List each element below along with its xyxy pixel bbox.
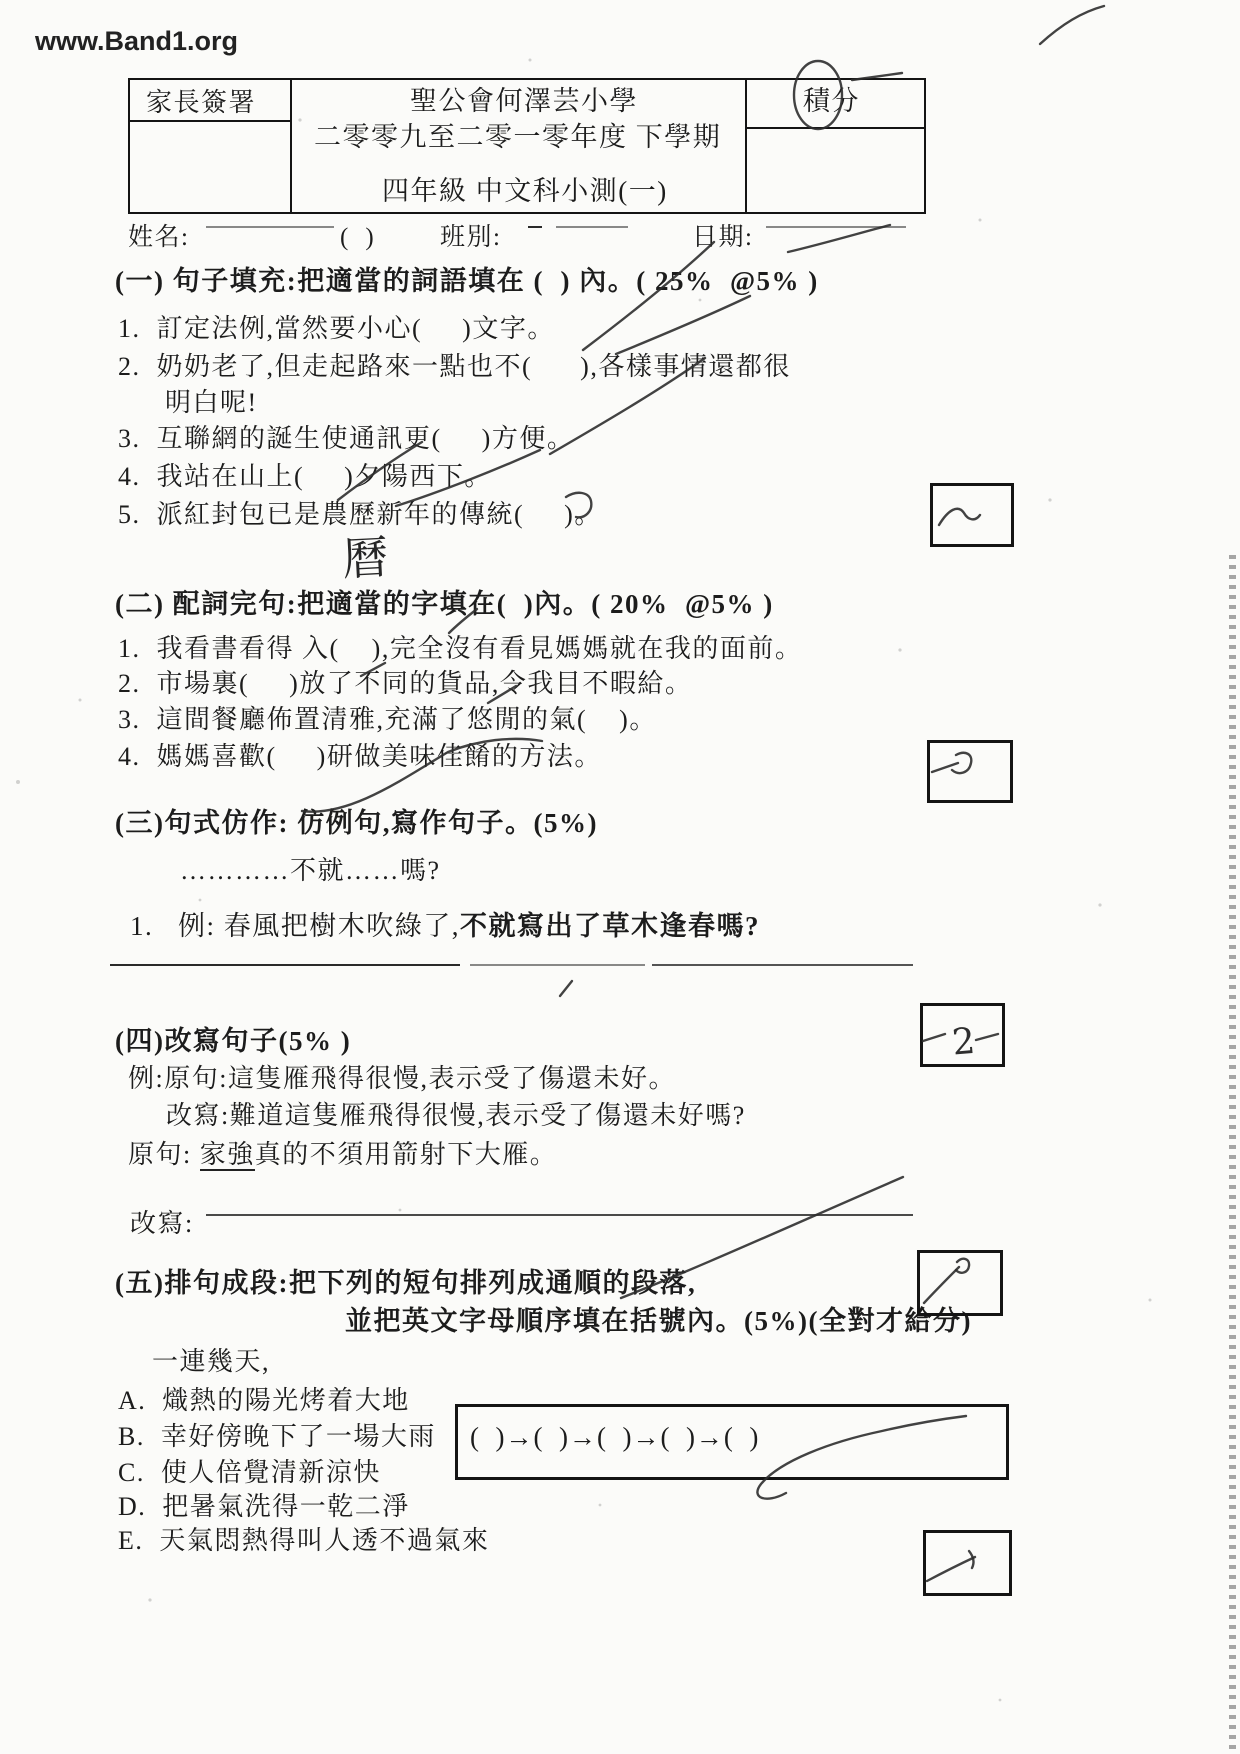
mark-s3-line-tick [560, 981, 572, 996]
section1-item-4: 4. 我站在山上( )夕陽西下。 [118, 462, 492, 491]
site-watermark: www.Band1.org [35, 26, 239, 56]
answer-sequence-brackets: ( )→( )→( )→( )→( ) [470, 1422, 760, 1452]
section3-answer-line-a [110, 964, 460, 966]
section5-option-e: E. 天氣悶熱得叫人透不過氣來 [118, 1526, 490, 1555]
section3-pattern: …………不就……嗎? [180, 856, 441, 885]
year-term: 二零零九至二零一零年度 下學期 [314, 122, 722, 152]
section5-heading-line2: 並把英文字母順序填在括號內。(5%)(全對才給分) [345, 1306, 972, 1336]
parent-signature-label: 家長簽署 [146, 88, 257, 117]
section1-item-2: 2. 奶奶老了,但走起路來一點也不( ),各樣事情還都很 [118, 352, 791, 381]
section4-example-rewrite: 改寫:難道這隻雁飛得很慢,表示受了傷還未好嗎? [166, 1101, 746, 1130]
section1-item-1: 1. 訂定法例,當然要小心( )文字。 [118, 314, 555, 343]
exam-title: 四年級 中文科小測(一) [382, 176, 668, 206]
header-table [128, 78, 926, 214]
mark-top-corner-swoosh [1040, 6, 1104, 44]
signature-divider [130, 120, 290, 122]
section3-example [130, 911, 760, 942]
section3-heading: (三)句式仿作: 仿例句,寫作句子。(5%) [115, 808, 598, 838]
section5-option-c: C. 使人倍覺清新涼快 [118, 1458, 381, 1487]
class-label: 班別: [440, 224, 502, 251]
section3-example-prefix: 1. 例: 春風把樹木吹綠了, [130, 911, 461, 941]
score-box-section4 [917, 1250, 1003, 1316]
score-box-section5 [923, 1530, 1012, 1596]
scan-edge-artifact [1229, 555, 1236, 1754]
mark-s1-item2-swoosh [616, 296, 750, 354]
exam-title-cell [292, 80, 747, 212]
section3-example-bold: 不就寫出了草木逢春嗎? [460, 911, 761, 941]
section1-item-3: 3. 互聯網的誕生使通訊更( )方便。 [118, 424, 575, 453]
section4-source-sentence [128, 1140, 557, 1170]
date-label: 日期: [692, 224, 754, 251]
section5-option-b: B. 幸好傍晚下了一場大雨 [118, 1422, 436, 1451]
section1-item-2-continuation: 明白呢! [165, 388, 258, 417]
section2-item-4: 4. 媽媽喜歡( )研做美味佳餚的方法。 [118, 742, 602, 771]
handwritten-correction-char: 曆 [340, 529, 390, 587]
name-blank-line [206, 226, 334, 228]
section5-option-d: D. 把暑氣洗得一乾二淨 [118, 1492, 410, 1521]
section3-answer-line-b [470, 964, 645, 966]
mark-score3-deduction: 2 [950, 1020, 977, 1064]
section4-source-label: 原句: [128, 1140, 200, 1169]
score-box-section1 [930, 483, 1014, 547]
score-box-section3 [920, 1003, 1005, 1067]
section4-heading: (四)改寫句子(5% ) [115, 1026, 352, 1056]
score-cell [747, 80, 924, 212]
section4-example-source: 例:原句:這隻雁飛得很慢,表示受了傷還未好。 [128, 1064, 676, 1093]
score-label: 積分 [803, 86, 860, 116]
section3-answer-line-c [652, 964, 913, 966]
section4-rewrite-line [206, 1214, 913, 1216]
score-box-section2 [927, 740, 1013, 803]
section1-item-5: 5. 派紅封包已是農歷新年的傳統( )。 [118, 500, 602, 529]
section1-heading: (一) 句子填充:把適當的詞語填在 ( ) 內。( 25% @5% ) [115, 266, 819, 296]
section2-item-2: 2. 市場裏( )放了不同的貨品,令我目不暇給。 [118, 669, 693, 698]
parent-signature-cell [130, 80, 292, 212]
name-label: 姓名: [128, 224, 190, 251]
section4-source-name: 家強 [199, 1140, 255, 1169]
section2-item-3: 3. 這間餐廳佈置清雅,充滿了悠閒的氣( )。 [118, 705, 657, 734]
mark-date-swoosh [788, 225, 890, 252]
section5-heading-line1: (五)排句成段:把下列的短句排列成通順的段落, [115, 1268, 697, 1298]
score-divider [747, 127, 924, 129]
section5-option-a: A. 熾熱的陽光烤着大地 [118, 1386, 410, 1415]
section2-heading: (二) 配詞完句:把適當的字填在( )內。( 20% @5% ) [115, 589, 774, 619]
section4-source-rest: 真的不須用箭射下大雁。 [254, 1140, 558, 1169]
section4-rewrite-label: 改寫: [130, 1209, 194, 1238]
class-blank-dash [528, 226, 542, 228]
section2-item-1: 1. 我看書看得 入( ),完全沒有看見媽媽就在我的面前。 [118, 634, 803, 663]
school-name: 聖公會何澤芸小學 [410, 86, 638, 116]
class-blank-line [556, 226, 628, 228]
date-blank-line [766, 226, 906, 228]
class-number-brackets: ( ) [340, 224, 376, 251]
section5-lead: 一連幾天, [152, 1347, 271, 1376]
